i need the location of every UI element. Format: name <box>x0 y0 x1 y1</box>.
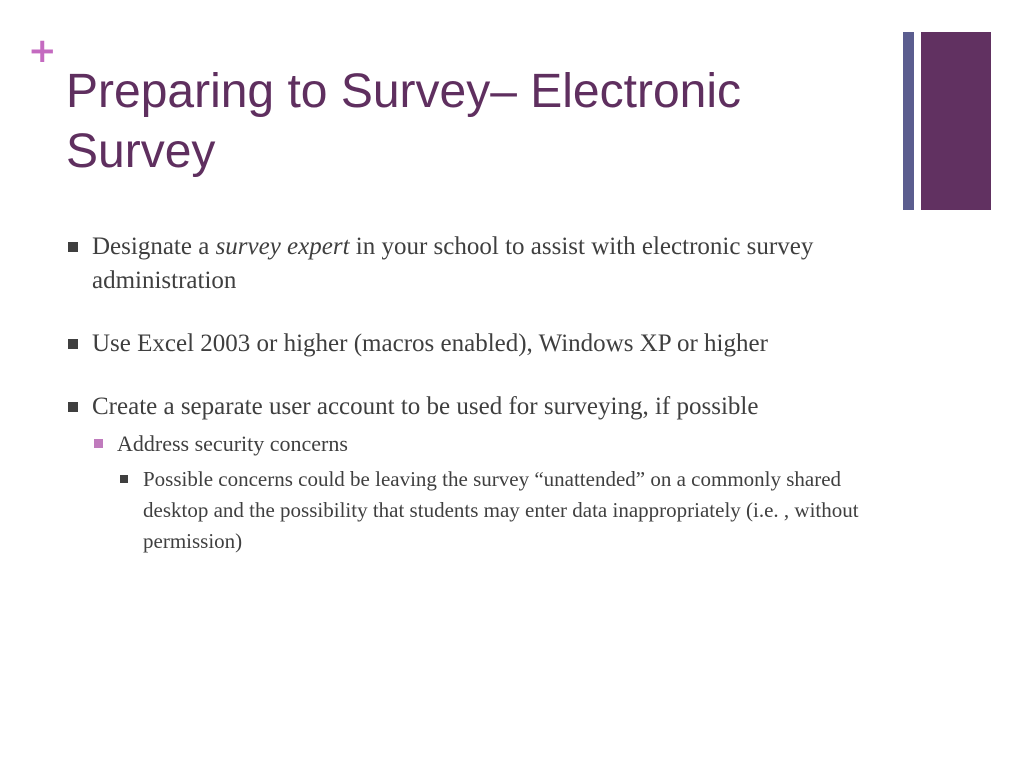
bullet-text: Use Excel 2003 or higher (macros enabled), Windows XP or higher <box>92 330 768 357</box>
bullet-text-before: Designate a <box>92 233 216 260</box>
bullet-item-survey-expert <box>68 230 898 298</box>
square-bullet-icon <box>94 439 103 448</box>
square-bullet-icon <box>68 242 78 252</box>
sub-sub-bullet-text: Possible concerns could be leaving the survey “unattended” on a commonly shared desktop and the possibility that students may enter data inappropriately (i.e. , without permission) <box>143 467 859 553</box>
accent-bar-thick <box>921 32 991 210</box>
bullet-text-after: in your school to assist with electronic survey administration <box>92 233 814 294</box>
slide-title: Preparing to Survey– Electronic Survey <box>66 65 741 178</box>
bullet-text: Create a separate user account to be used for surveying, if possible <box>92 393 759 420</box>
accent-bar-thin <box>903 32 914 210</box>
plus-icon: + <box>28 31 57 71</box>
sub-sub-bullet-item-concerns <box>120 464 893 557</box>
bullet-list <box>68 230 898 557</box>
square-bullet-icon <box>68 402 78 412</box>
square-bullet-icon <box>120 475 128 483</box>
sub-bullet-text: Address security concerns <box>117 431 348 456</box>
bullet-item-user-account <box>68 390 898 424</box>
square-bullet-icon <box>68 339 78 349</box>
bullet-text-emphasis: survey expert <box>215 233 350 260</box>
sub-bullet-item-security <box>94 428 898 460</box>
bullet-item-excel <box>68 327 898 361</box>
